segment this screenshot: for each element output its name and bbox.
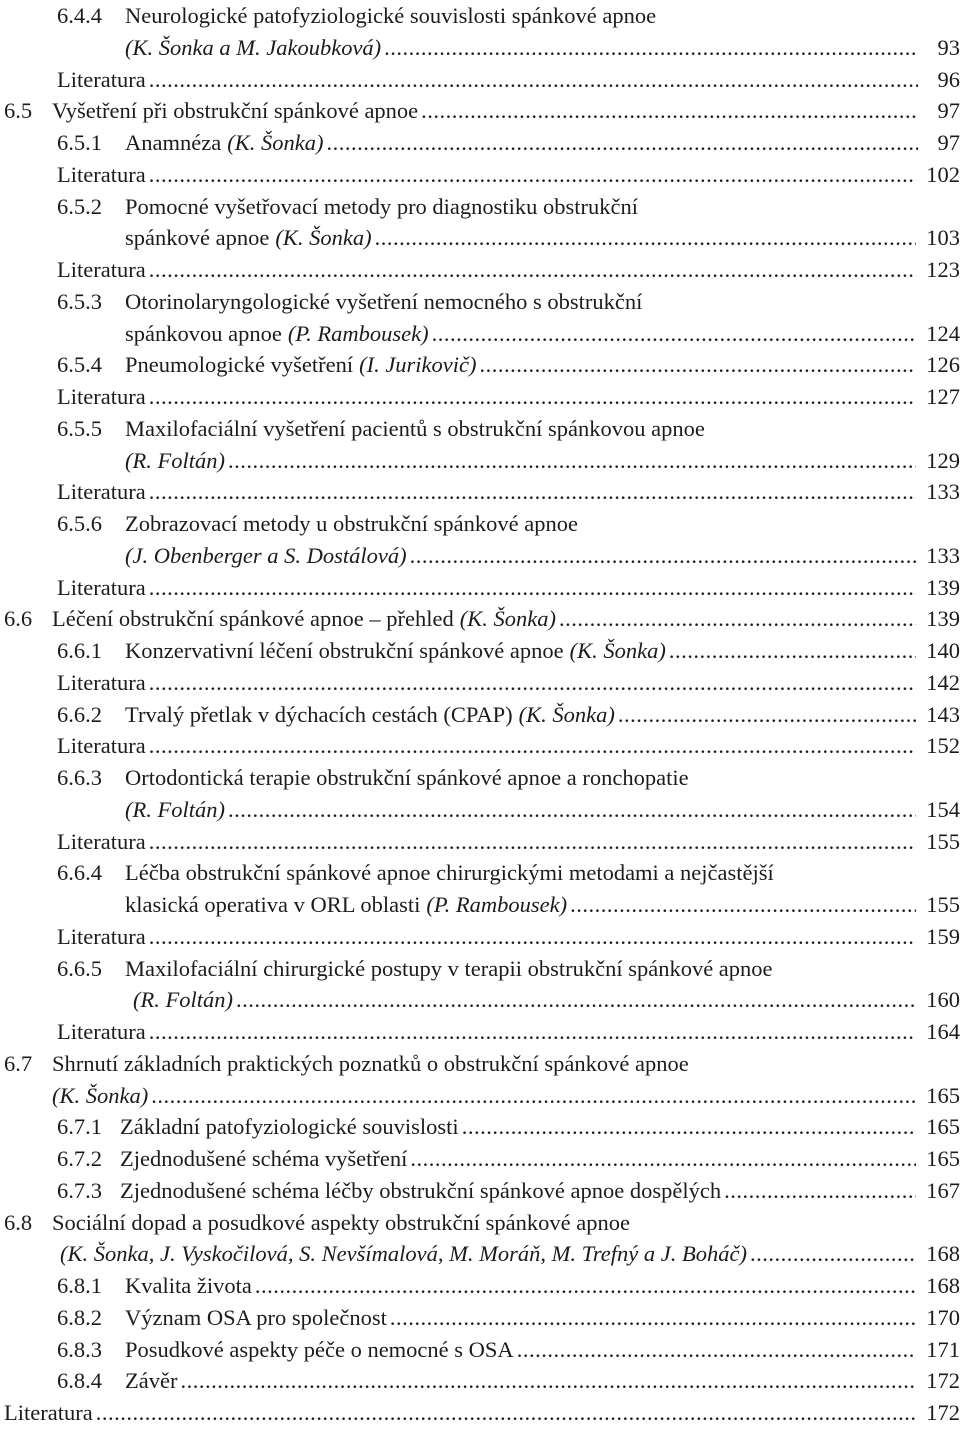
section-title: Literatura <box>4 1400 93 1425</box>
section-title: Léčení obstrukční spánkové apnoe – přehled <box>52 606 454 632</box>
section-authors: (K. Šonka) <box>227 130 324 155</box>
toc-entry[interactable] <box>57 635 960 667</box>
section-title: Posudkové aspekty péče o nemocné s OSA <box>125 1336 514 1362</box>
section-title: Literatura <box>57 733 146 759</box>
page-number: 167 <box>926 1177 960 1203</box>
toc-entry[interactable] <box>57 1365 960 1397</box>
section-number: 6.7.2 <box>57 1146 102 1171</box>
dot-leader <box>390 1302 916 1334</box>
section-authors: (K. Šonka) <box>52 1082 149 1108</box>
dot-leader <box>149 1016 917 1048</box>
section-number: 6.6.4 <box>57 860 102 886</box>
dot-leader <box>570 889 916 921</box>
dot-leader <box>149 730 917 762</box>
section-title: Zjednodušené schéma vyšetření <box>120 1146 408 1171</box>
toc-entry[interactable] <box>57 381 960 413</box>
toc-entry[interactable] <box>57 572 960 604</box>
dot-leader <box>462 1111 917 1143</box>
page-number: 133 <box>926 479 960 505</box>
dot-leader <box>149 254 917 286</box>
section-title: Základní patofyziologické souvislosti <box>120 1114 459 1140</box>
section-authors: (K. Šonka) <box>275 225 372 251</box>
toc-entry[interactable] <box>57 64 960 96</box>
toc-entry[interactable] <box>60 1238 960 1270</box>
toc-entry[interactable] <box>57 413 960 445</box>
section-number: 6.5.6 <box>57 511 102 536</box>
section-number: 6.8.3 <box>57 1336 102 1362</box>
dot-leader <box>149 159 917 191</box>
page-number: 170 <box>926 1304 960 1330</box>
dot-leader <box>149 826 917 858</box>
dot-leader <box>149 381 917 413</box>
section-number: 6.5.5 <box>57 415 102 441</box>
section-title: Závěr <box>125 1368 178 1394</box>
toc-entry[interactable] <box>125 318 960 350</box>
toc-entry[interactable] <box>57 1270 960 1302</box>
page-number: 172 <box>926 1368 960 1394</box>
toc-entry[interactable] <box>57 191 960 223</box>
page-number: 126 <box>926 352 960 378</box>
toc-entry[interactable] <box>4 95 960 127</box>
section-authors: (R. Foltán) <box>125 796 225 822</box>
toc-entry[interactable] <box>4 1397 960 1429</box>
toc-entry[interactable] <box>133 984 960 1016</box>
section-title: Vyšetření při obstrukční spánkové apnoe <box>52 98 419 124</box>
page-number: 172 <box>926 1400 960 1425</box>
toc-entry[interactable] <box>57 349 960 381</box>
section-number: 6.5 <box>4 98 33 124</box>
toc-entry[interactable] <box>57 254 960 286</box>
dot-leader <box>255 1270 916 1302</box>
section-authors: (P. Rambousek) <box>426 892 568 917</box>
page-number: 154 <box>926 796 960 822</box>
page-number: 129 <box>926 447 960 473</box>
toc-entry[interactable] <box>57 0 960 32</box>
page-number: 165 <box>926 1146 960 1171</box>
toc-entry[interactable] <box>57 667 960 699</box>
dot-leader <box>421 95 918 127</box>
section-title: Zjednodušené schéma léčby obstrukční spánkové apnoe dospělých <box>120 1177 722 1203</box>
section-authors: (K. Šonka) <box>459 606 556 632</box>
dot-leader <box>151 1080 916 1112</box>
toc-entry[interactable] <box>57 1334 960 1366</box>
section-number: 6.7.3 <box>57 1177 102 1203</box>
toc-entry[interactable] <box>52 1080 960 1112</box>
section-authors: (K. Šonka a M. Jakoubková) <box>125 34 382 60</box>
page-number: 93 <box>937 34 960 60</box>
toc-entry[interactable] <box>57 1302 960 1334</box>
dot-leader <box>149 476 917 508</box>
section-authors: (K. Šonka) <box>518 701 615 727</box>
toc-entry[interactable] <box>125 540 960 572</box>
dot-leader <box>375 222 917 254</box>
toc-entry[interactable] <box>57 1143 960 1175</box>
section-title: Literatura <box>57 574 146 600</box>
dot-leader <box>149 921 917 953</box>
page-number: 168 <box>926 1273 960 1298</box>
section-number: 6.8.2 <box>57 1304 102 1330</box>
toc-entry[interactable] <box>125 445 960 477</box>
section-title: Maxilofaciální chirurgické postupy v terapii obstrukční spánkové apnoe <box>125 955 773 981</box>
dot-leader <box>669 635 916 667</box>
toc-entry[interactable] <box>57 699 960 731</box>
section-title: Konzervativní léčení obstrukční spánkové apnoe <box>125 638 564 663</box>
section-number: 6.7.1 <box>57 1114 102 1140</box>
dot-leader <box>724 1175 916 1207</box>
page-number: 102 <box>926 161 960 187</box>
dot-leader <box>149 667 917 699</box>
dot-leader <box>410 1143 916 1175</box>
page-number: 155 <box>926 828 960 854</box>
section-authors: (P. Rambousek) <box>287 320 429 346</box>
section-authors: (J. Obenberger a S. Dostálová) <box>125 542 407 568</box>
toc-entry[interactable] <box>125 794 960 826</box>
section-title: Význam OSA pro společnost <box>125 1304 387 1330</box>
section-number: 6.5.3 <box>57 288 102 314</box>
toc-entry[interactable] <box>57 730 960 762</box>
section-number: 6.7 <box>4 1050 33 1076</box>
section-number: 6.4.4 <box>57 3 102 28</box>
toc-entry[interactable] <box>57 953 960 985</box>
section-authors: (I. Jurikovič) <box>359 352 477 378</box>
page-number: 127 <box>926 384 960 409</box>
section-number: 6.6.5 <box>57 955 102 981</box>
toc-entry[interactable] <box>125 889 960 921</box>
page-number: 103 <box>926 225 960 251</box>
section-title: Literatura <box>57 257 146 282</box>
page-number: 152 <box>926 733 960 759</box>
dot-leader <box>750 1238 916 1270</box>
page-number: 164 <box>926 1019 960 1044</box>
section-number: 6.8 <box>4 1209 33 1235</box>
section-title: spánkové apnoe <box>125 225 270 251</box>
page-number: 140 <box>926 638 960 663</box>
page-number: 97 <box>937 98 960 124</box>
page-number: 96 <box>937 66 960 92</box>
section-authors: (R. Foltán) <box>133 987 233 1013</box>
section-title: Pneumologické vyšetření <box>125 352 354 378</box>
toc-entry[interactable] <box>57 1111 960 1143</box>
section-title: Literatura <box>57 828 146 854</box>
section-title: Trvalý přetlak v dýchacích cestách (CPAP) <box>125 701 513 727</box>
dot-leader <box>410 540 917 572</box>
dot-leader <box>149 572 917 604</box>
page-number: 155 <box>926 892 960 917</box>
page-number: 139 <box>926 606 960 632</box>
section-authors: (K. Šonka) <box>569 638 666 663</box>
section-title: Léčba obstrukční spánkové apnoe chirurgickými metodami a nejčastější <box>125 860 774 886</box>
dot-leader <box>180 1365 916 1397</box>
dot-leader <box>228 445 916 477</box>
section-title: Shrnutí základních praktických poznatků o obstrukční spánkové apnoe <box>52 1050 689 1076</box>
section-authors: (R. Foltán) <box>125 447 225 473</box>
section-number: 6.6.2 <box>57 701 102 727</box>
toc-entry[interactable] <box>4 603 960 635</box>
section-title: spánkovou apnoe <box>125 320 282 346</box>
page-number: 159 <box>926 923 960 949</box>
toc-entry[interactable] <box>4 1048 960 1080</box>
dot-leader <box>96 1397 917 1429</box>
page-number: 160 <box>926 987 960 1013</box>
section-title: Kvalita života <box>125 1273 252 1298</box>
section-number: 6.5.4 <box>57 352 102 378</box>
page-number: 139 <box>926 574 960 600</box>
section-title: Anamnéza <box>125 130 222 155</box>
page-number: 97 <box>937 130 960 155</box>
toc-entry[interactable] <box>125 222 960 254</box>
page-number: 165 <box>926 1082 960 1108</box>
toc-entry[interactable] <box>57 508 960 540</box>
dot-leader <box>149 64 918 96</box>
section-title: Ortodontická terapie obstrukční spánkové apnoe a ronchopatie <box>125 765 689 790</box>
section-title: Literatura <box>57 161 146 187</box>
dot-leader <box>228 794 916 826</box>
toc-entry[interactable] <box>57 159 960 191</box>
section-title: Literatura <box>57 669 146 695</box>
dot-leader <box>480 349 917 381</box>
dot-leader <box>384 32 918 64</box>
section-title: Literatura <box>57 384 146 409</box>
toc-entry[interactable] <box>57 127 960 159</box>
dot-leader <box>618 699 916 731</box>
toc-entry[interactable] <box>57 476 960 508</box>
toc-entry[interactable] <box>57 826 960 858</box>
toc-entry[interactable] <box>57 286 960 318</box>
toc-entry[interactable] <box>4 1207 960 1239</box>
page-number: 143 <box>926 701 960 727</box>
section-number: 6.5.2 <box>57 193 102 219</box>
section-title: Literatura <box>57 1019 146 1044</box>
page-number: 123 <box>926 257 960 282</box>
section-title: Literatura <box>57 923 146 949</box>
section-number: 6.6.1 <box>57 638 102 663</box>
section-title: klasická operativa v ORL oblasti <box>125 892 421 917</box>
page-number: 142 <box>926 669 960 695</box>
page-number: 171 <box>926 1336 960 1362</box>
page-number: 133 <box>926 542 960 568</box>
section-number: 6.6 <box>4 606 33 632</box>
dot-leader <box>559 603 916 635</box>
page-number: 165 <box>926 1114 960 1140</box>
section-title: Sociální dopad a posudkové aspekty obstrukční spánkové apnoe <box>52 1209 631 1235</box>
dot-leader <box>432 318 917 350</box>
section-title: Pomocné vyšetřovací metody pro diagnostiku obstrukční <box>125 193 639 219</box>
dot-leader <box>326 127 918 159</box>
section-title: Literatura <box>57 479 146 505</box>
dot-leader <box>236 984 916 1016</box>
section-number: 6.8.1 <box>57 1273 102 1298</box>
section-number: 6.8.4 <box>57 1368 102 1394</box>
toc-entry[interactable] <box>57 1016 960 1048</box>
toc-entry[interactable] <box>125 32 960 64</box>
toc-entry[interactable] <box>57 857 960 889</box>
section-title: Maxilofaciální vyšetření pacientů s obstrukční spánkovou apnoe <box>125 415 705 441</box>
section-title: Otorinolaryngologické vyšetření nemocného s obstrukční <box>125 288 643 314</box>
section-title: Zobrazovací metody u obstrukční spánkové apnoe <box>125 511 578 536</box>
toc-entry[interactable] <box>57 762 960 794</box>
dot-leader <box>517 1334 917 1366</box>
page-number: 168 <box>926 1241 960 1267</box>
toc-entry[interactable] <box>57 921 960 953</box>
section-title: Literatura <box>57 66 146 92</box>
toc-entry[interactable] <box>57 1175 960 1207</box>
section-number: 6.5.1 <box>57 130 102 155</box>
page-number: 124 <box>926 320 960 346</box>
section-title: Neurologické patofyziologické souvislosti spánkové apnoe <box>125 3 657 28</box>
section-authors: (K. Šonka, J. Vyskočilová, S. Nevšímalová, M. Moráň, M. Trefný a J. Boháč) <box>60 1241 747 1267</box>
section-number: 6.6.3 <box>57 765 102 790</box>
